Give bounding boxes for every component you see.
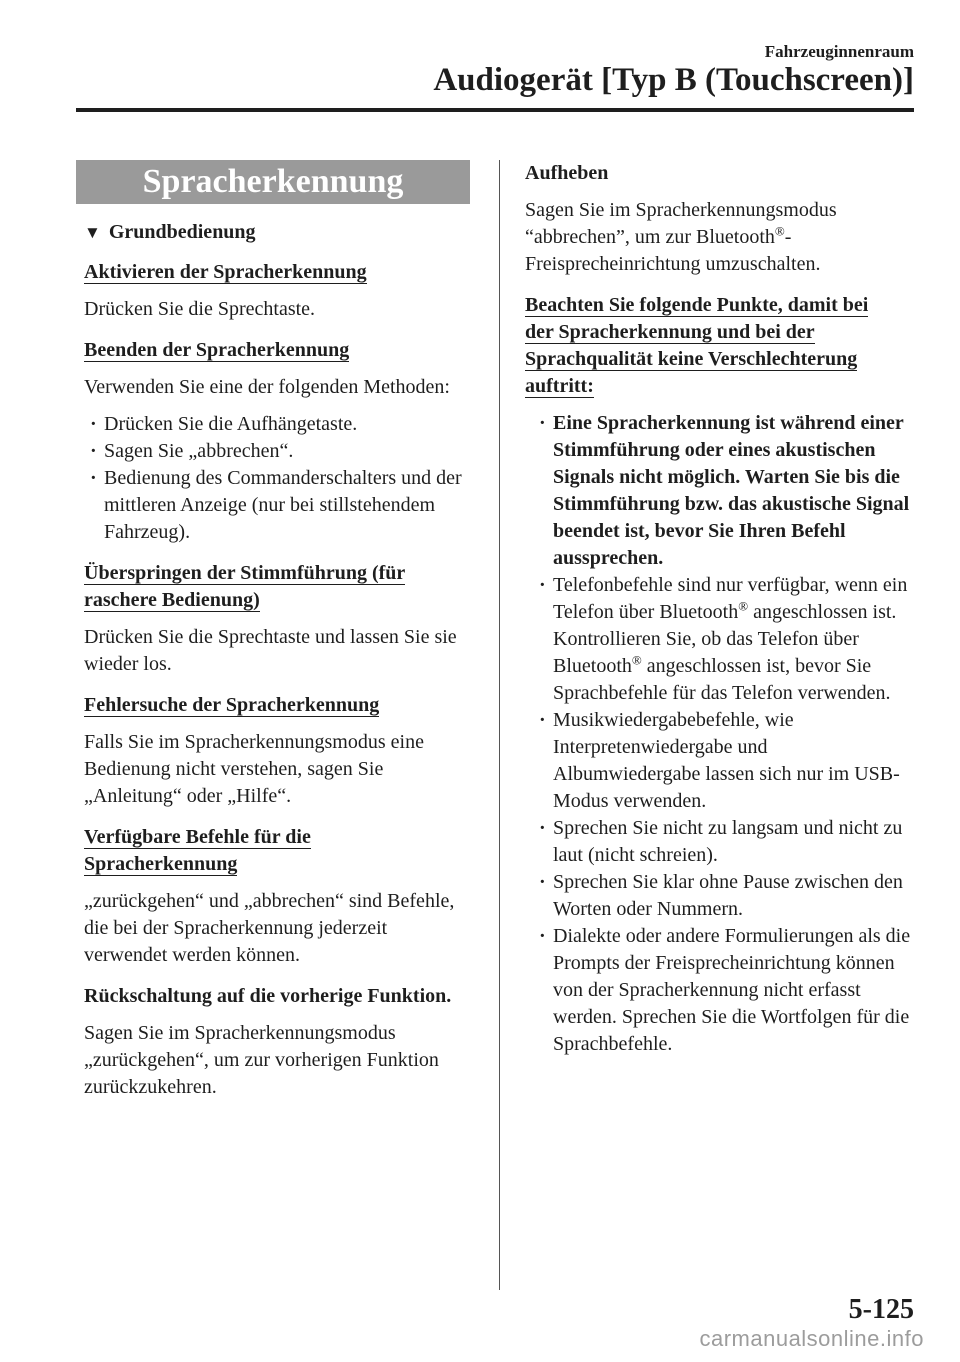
activate-text: Drücken Sie die Sprechtaste.	[84, 298, 316, 320]
skip-text: Drücken Sie die Sprechtaste und lassen Sie sie wieder los.	[84, 626, 457, 675]
note-heading: Beachten Sie folgende Punkte, damit bei der Spracherkennung und bei der Sprachqualität keine Verschlechterung auftritt:	[525, 294, 869, 397]
list-item: · Sagen Sie „abbrechen“.	[76, 438, 470, 465]
commands-heading: Verfügbare Befehle für die Spracherkennung	[84, 826, 311, 875]
column-divider	[499, 160, 500, 1290]
list-item: · Sprechen Sie klar ohne Pause zwischen den Worten oder Nummern.	[525, 869, 917, 923]
watermark: carmanualsonline.info	[699, 1326, 924, 1351]
commands-text: „zurückgehen“ und „abbrechen“ sind Befehle, die bei der Spracherkennung jederzeit verwendet werden können.	[84, 890, 455, 966]
section-banner: Spracherkennung	[76, 160, 470, 204]
end-heading: Beenden der Spracherkennung	[84, 339, 350, 361]
list-item: · Drücken Sie die Aufhängetaste.	[76, 411, 470, 438]
list-item: · Eine Spracherkennung ist während einer Stimmführung oder eines akustischen Signals nicht möglich. Warten Sie bis die Stimmführung bzw. das akustische Signal beendet ist, bevor Sie Ihren Befehl aussprechen.	[525, 410, 917, 572]
notes-list	[525, 410, 917, 1058]
header-rule	[76, 108, 914, 112]
activate-heading: Aktivieren der Spracherkennung	[84, 261, 367, 283]
page-title: Audiogerät [Typ B (Touchscreen)]	[433, 62, 914, 98]
triangle-down-icon: ▼	[84, 223, 101, 242]
section-label: Fahrzeuginnenraum	[764, 42, 914, 61]
list-item: · Telefonbefehle sind nur verfügbar, wenn ein Telefon über Bluetooth® angeschlossen ist. Kontrollieren Sie, ob das Telefon über Bluetooth® angeschlossen ist, bevor Sie Sprachbefehle für das Telefon verwenden.	[525, 572, 917, 707]
end-methods-list	[76, 411, 470, 546]
skip-heading: Überspringen der Stimmführung (für raschere Bedienung)	[84, 562, 406, 611]
end-text: Verwenden Sie eine der folgenden Methoden:	[84, 376, 450, 398]
list-item: · Bedienung des Commanderschalters und der mittleren Anzeige (nur bei stillstehendem Fahrzeug).	[76, 465, 470, 546]
cancel-text: Sagen Sie im Spracherkennungsmodus “abbrechen”, um zur Bluetooth®-Freisprecheinrichtung umzuschalten.	[525, 199, 837, 275]
subsection-heading: ▼ Grundbedienung	[84, 221, 256, 243]
cancel-heading: Aufheben	[525, 162, 609, 184]
left-column	[76, 160, 470, 1115]
back-heading: Rückschaltung auf die vorherige Funktion.	[84, 985, 452, 1007]
trouble-heading: Fehlersuche der Spracherkennung	[84, 694, 380, 716]
right-column	[525, 160, 917, 1072]
page-number: 5-125	[848, 1294, 914, 1325]
trouble-text: Falls Sie im Spracherkennungsmodus eine Bedienung nicht verstehen, sagen Sie „Anleitung“ oder „Hilfe“.	[84, 731, 424, 807]
list-item: · Dialekte oder andere Formulierungen als die Prompts der Freisprecheinrichtung können von der Spracherkennung nicht erfasst werden. Sprechen Sie die Wortfolgen für die Sprachbefehle.	[525, 923, 917, 1058]
back-text: Sagen Sie im Spracherkennungsmodus „zurückgehen“, um zur vorherigen Funktion zurückzukehren.	[84, 1022, 439, 1098]
list-item: · Musikwiedergabebefehle, wie Interpretenwiedergabe und Albumwiedergabe lassen sich nur im USB-Modus verwenden.	[525, 707, 917, 815]
list-item: · Sprechen Sie nicht zu langsam und nicht zu laut (nicht schreien).	[525, 815, 917, 869]
